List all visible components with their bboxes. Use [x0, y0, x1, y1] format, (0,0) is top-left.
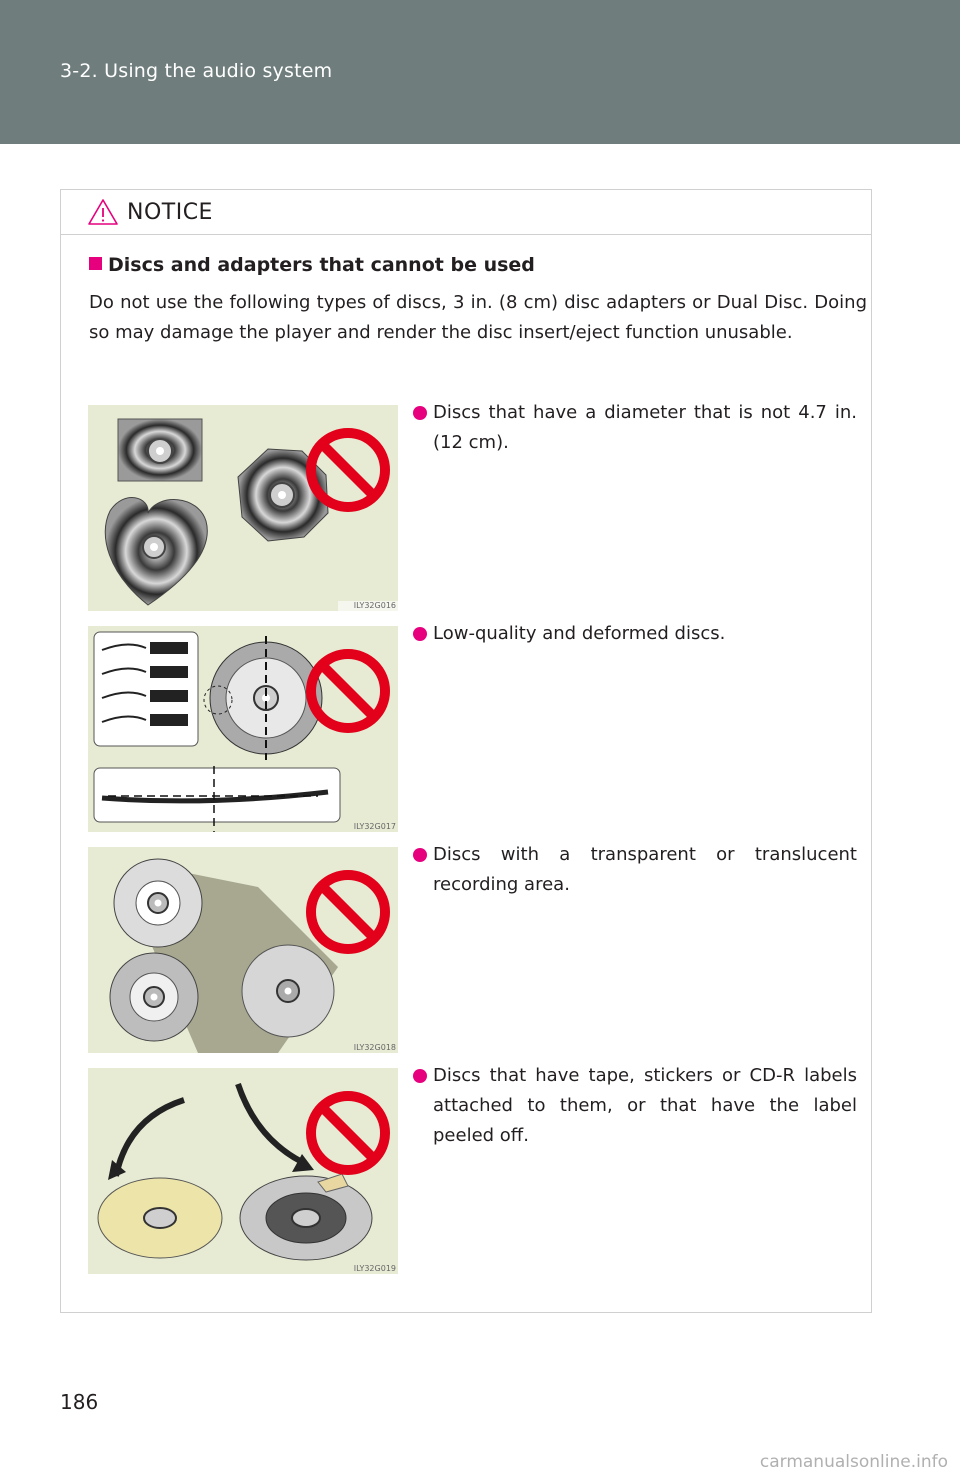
notice-box [60, 189, 872, 1313]
notice-header [61, 190, 871, 235]
labeled-discs-icon [88, 1068, 398, 1274]
list-item [433, 398, 857, 458]
bullet-dot-icon [413, 627, 427, 641]
square-bullet-icon [89, 257, 102, 270]
image-code: ILY32G016 [353, 601, 396, 610]
list-item-text: Discs with a transparent or translucent recording area. [433, 844, 857, 895]
list-item-text: Discs that have a diameter that is not 4.7 in. (12 cm). [433, 402, 857, 453]
section-title: 3-2. Using the audio system [60, 60, 333, 82]
odd-shaped-discs-icon [88, 405, 398, 611]
illustration-transparent-discs [88, 847, 398, 1053]
bullet-dot-icon [413, 406, 427, 420]
image-code: ILY32G018 [353, 1043, 396, 1052]
image-code: ILY32G019 [353, 1264, 396, 1273]
list-item [433, 619, 857, 649]
list-item [433, 1061, 857, 1151]
page-number: 186 [60, 1390, 99, 1414]
deformed-discs-icon [88, 626, 398, 832]
transparent-discs-icon [88, 847, 398, 1053]
list-item-text: Low-quality and deformed discs. [433, 623, 726, 644]
section-heading-text: Discs and adapters that cannot be used [108, 254, 535, 276]
page-header [0, 0, 960, 144]
intro-paragraph: Do not use the following types of discs, 3 in. (8 cm) disc adapters or Dual Disc. Doing so may damage the player and render the disc insert/eject function unusable. [89, 292, 867, 343]
watermark: carmanualsonline.info [759, 1452, 948, 1472]
section-heading [89, 254, 535, 276]
list-item [433, 840, 857, 900]
bullet-dot-icon [413, 1069, 427, 1083]
warning-triangle-icon [87, 198, 119, 226]
bullet-dot-icon [413, 848, 427, 862]
image-code: ILY32G017 [353, 822, 396, 831]
illustration-odd-shaped-discs [88, 405, 398, 611]
illustration-deformed-discs [88, 626, 398, 832]
illustration-labeled-discs [88, 1068, 398, 1274]
notice-label: NOTICE [127, 200, 213, 225]
list-item-text: Discs that have tape, stickers or CD-R labels attached to them, or that have the label peeled off. [433, 1065, 857, 1146]
